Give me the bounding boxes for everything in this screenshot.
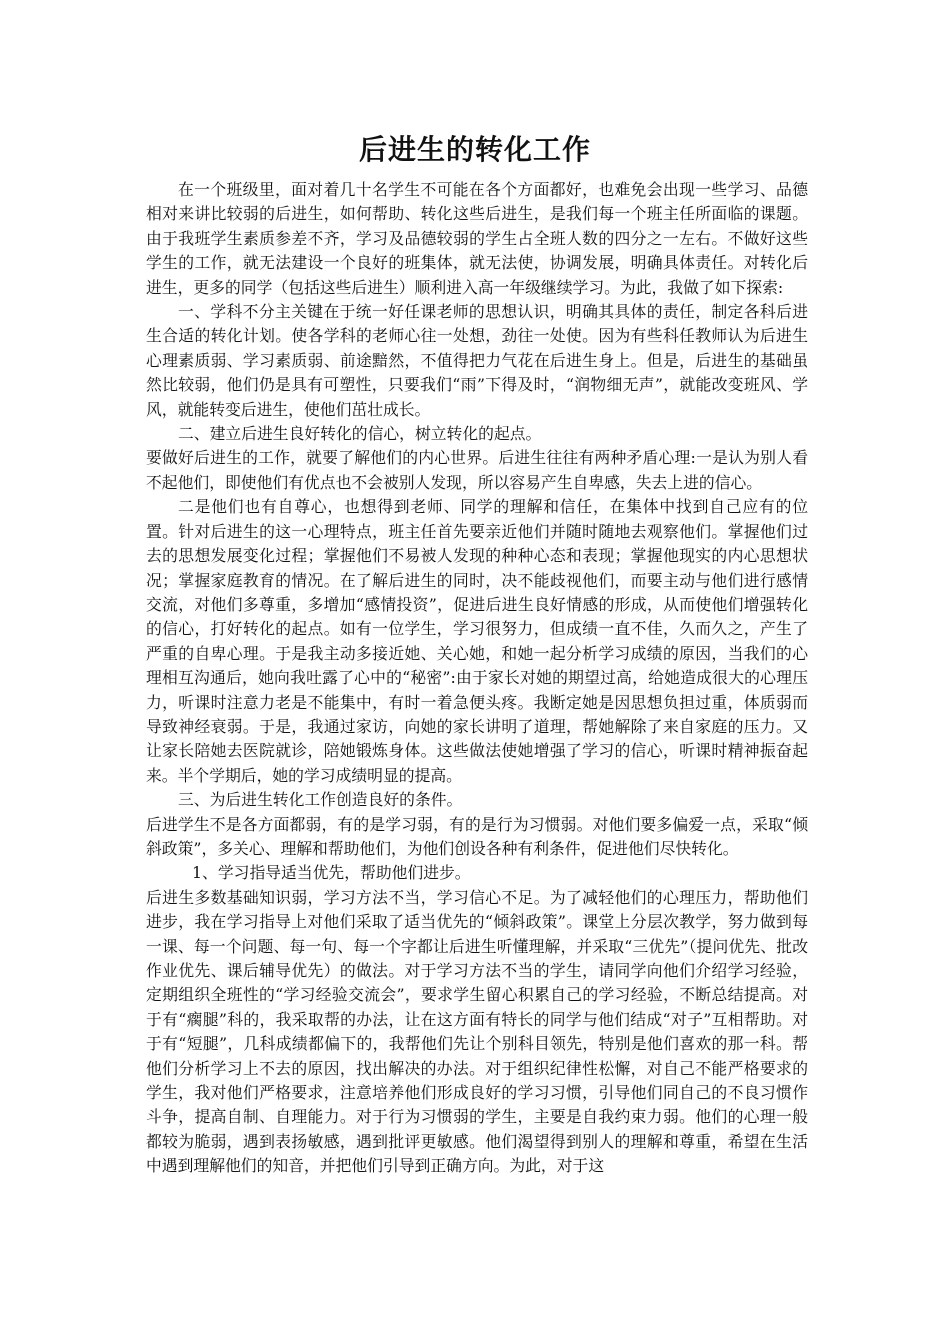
document-body: [146, 178, 808, 1179]
paragraph-intro: 在一个班级里，面对着几十名学生不可能在各个方面都好，也难免会出现一些学习、品德相对来讲比较弱的后进生，如何帮助、转化这些后进生，是我们每一个班主任所面临的课题。由于我班学生素质参差不齐，学习及品德较弱的学生占全班人数的四分之一左右。不做好这些学生的工作，就无法建设一个良好的班集体，就无法使，协调发展，明确具体责任。对转化后进生，更多的同学（包括这些后进生）顺利进入高一年级继续学习。为此，我做了如下探索:: [146, 180, 808, 297]
subsection-heading-one: 1、学习指导适当优先，帮助他们进步。: [192, 863, 471, 883]
document-title: 后进生的转化工作: [358, 133, 591, 166]
paragraph-understanding: 要做好后进生的工作，就要了解他们的内心世界。后进生往往有两种矛盾心理:一是认为别人看不起他们，即使他们有优点也不会被别人发现，所以容易产生自卑感，失去上进的信心。: [146, 448, 808, 492]
paragraph-self-esteem: 二是他们也有自尊心，也想得到老师、同学的理解和信任，在集体中找到自己应有的位置。针对后进生的这一心理特点，班主任首先要亲近他们并随时随地去观察他们。掌握他们过去的思想发展变化过程；掌握他们不易被人发现的种种心态和表现；掌握他现实的内心思想状况；掌握家庭教育的情况。在了解后进生的同时，决不能歧视他们，而要主动与他们进行感情交流，对他们多尊重，多增加“感情投资”，促进后进生良好情感的形成，从而使他们增强转化的信心，打好转化的起点。如有一位学生，学习很努力，但成绩一直不佳，久而久之，产生了严重的自卑心理。于是我主动多接近她、关心她，和她一起分析学习成绩的原因，当我们的心理相互沟通后，她向我吐露了心中的“秘密”:由于家长对她的期望过高，给她造成很大的心理压力，听课时注意力老是不能集中，有时一着急便头疼。我断定她是因思想负担过重，体质弱而导致神经衰弱。于是，我通过家访，向她的家长讲明了道理，帮她解除了来自家庭的压力。又让家长陪她去医院就诊，陪她锻炼身体。这些做法使她增强了学习的信心，听课时精神振奋起来。半个学期后，她的学习成绩明显的提高。: [146, 497, 808, 785]
section-heading-three: 三、为后进生转化工作创造良好的条件。: [178, 790, 463, 810]
section-heading-two: 二、建立后进生良好转化的信心，树立转化的起点。: [178, 424, 542, 444]
paragraph-study-guidance: 后进生多数基础知识弱，学习方法不当，学习信心不足。为了减轻他们的心理压力，帮助他们进步，我在学习指导上对他们采取了适当优先的“倾斜政策”。课堂上分层次教学，努力做到每一课、每一个问题、每一句、每一个字都让后进生听懂理解，并采取“三优先”（提问优先、批改作业优先、课后辅导优先）的做法。对于学习方法不当的学生，请同学向他们介绍学习经验，定期组织全班性的“学习经验交流会”，要求学生留心积累自己的学习经验，不断总结提高。对于有“瘸腿”科的，我采取帮的办法，让在这方面有特长的同学与他们结成“对子”互相帮助。对于有“短腿”，几科成绩都偏下的，我帮他们先让个别科目领先，特别是他们喜欢的那一科。帮他们分析学习上不去的原因，找出解决的办法。对于组织纪律性松懈，对自己不能严格要求的学生，我对他们严格要求，注意培养他们形成良好的学习习惯，引导他们同自己的不良习惯作斗争，提高自制、自理能力。对于行为习惯弱的学生，主要是自我约束力弱。他们的心理一般都较为脆弱，遇到表扬敏感，遇到批评更敏感。他们渴望得到别人的理解和尊重，希望在生活中遇到理解他们的知音，并把他们引导到正确方向。为此，对于这: [146, 887, 808, 1176]
paragraph-section-one: 一、学科不分主关键在于统一好任课老师的思想认识，明确其具体的责任，制定各科后进生合适的转化计划。使各学科的老师心往一处想，劲往一处使。因为有些科任教师认为后进生心理素质弱、学习素质弱、前途黯然，不值得把力气花在后进生身上。但是，后进生的基础虽然比较弱，他们仍是具有可塑性，只要我们“雨”下得及时，“润物细无声”，就能改变班风、学风，就能转变后进生，使他们茁壮成长。: [146, 302, 808, 419]
paragraph-favoritism: 后进学生不是各方面都弱，有的是学习弱，有的是行为习惯弱。对他们要多偏爱一点，采取“倾斜政策”，多关心、理解和帮助他们，为他们创设各种有利条件，促进他们尽快转化。: [146, 814, 808, 858]
